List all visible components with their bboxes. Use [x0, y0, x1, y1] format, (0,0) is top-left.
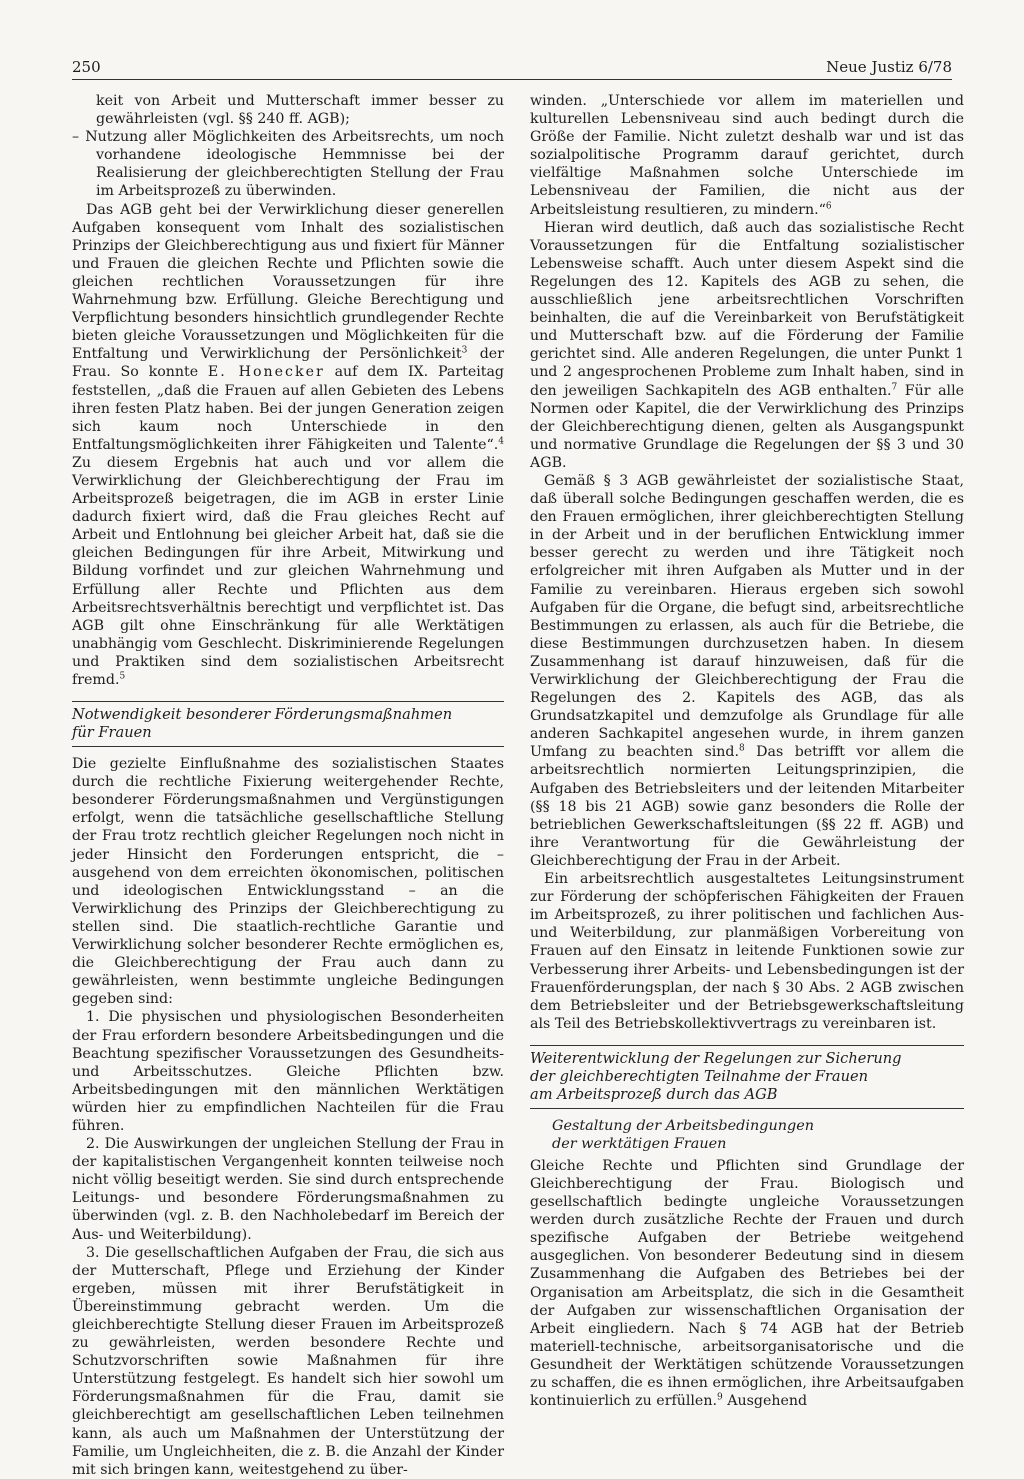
section-heading: Weiterentwicklung der Regelungen zur Sicherung der gleichberechtigten Teilnahme der Frauen am Arbeitsprozeß durch das AGB	[530, 1045, 964, 1109]
page-header	[72, 54, 952, 80]
paragraph: Das AGB geht bei der Verwirklichung dieser generellen Aufgaben konsequent vom Inhalt des sozialistischen Prinzips der Gleichberechtigung aus und fixiert für Männer und Frauen die gleichen Rechte und Pflichten sowie die gleichen rechtlichen Voraussetzungen für ihre Wahrnehmung bzw. Erfüllung. Gleiche Berechtigung und Verpflichtung besonders hinsichtlich grundlegender Rechte bieten gleiche Voraussetzungen und Möglichkeiten für die Entfaltung und Verwirklichung der Persönlichkeit$^3$ der Frau. So konnte E. Honecker auf dem IX. Parteitag feststellen, „daß die Frauen auf allen Gebieten des Lebens ihren festen Platz haben. Bei der jungen Generation zeigen sich kaum noch Unterschiede in den Entfaltungsmöglichkeiten ihrer Fähigkeiten und Talente“.$^4$ Zu diesem Ergebnis hat auch und vor allem die Verwirklichung der Gleichberechtigung der Frau im Arbeitsprozeß beigetragen, die im AGB in erster Linie dadurch fixiert wird, daß die Frau gleiches Recht auf Arbeit und Entlohnung bei gleicher Arbeit hat, daß sie die gleichen Bedingungen für ihre Arbeit, Mitwirkung und Bildung vorfindet und zur gleichen Wahrnehmung und Erfüllung aller Rechte und Pflichten aus dem Arbeitsrechtsverhältnis berechtigt und verpflichtet ist. Das AGB gilt ohne Einschränkung für alle Werktätigen unabhängig vom Geschlecht. Diskriminierende Regelungen und Praktiken sind dem sozialistischen Arbeitsrecht fremd.$^5$	[72, 201, 504, 688]
paragraph: Gleiche Rechte und Pflichten sind Grundlage der Gleichberechtigung der Frau. Biologisch und gesellschaftlich bedingte ungleiche Voraussetzungen werden durch zusätzliche Rechte der Frauen und durch spezifische Aufgaben der Betriebe weitgehend ausgeglichen. Von besonderer Bedeutung sind in diesem Zusammenhang die Aufgaben des Betriebes bei der Organisation am Arbeitsplatz, die sich in die Gesamtheit der Aufgaben zur wissenschaftlichen Organisation der Arbeit eingliedern. Nach § 74 AGB hat der Betrieb materiell-technische, arbeitsorganisatorische und die Gesundheit der Werktätigen schützende Voraussetzungen zu schaffen, die es ihnen ermöglichen, ihre Arbeitsaufgaben kontinuierlich zu erfüllen.$^9$ Ausgehend	[530, 1157, 964, 1410]
footnote-ref: 3	[461, 345, 468, 356]
page-number: 250	[72, 58, 101, 76]
journal-issue: Neue Justiz 6/78	[826, 58, 952, 76]
person-name: E. Honecker	[207, 364, 325, 381]
footnote-ref: 6	[825, 200, 832, 211]
paragraph: 3. Die gesellschaftlichen Aufgaben der Frau, die sich aus der Mutterschaft, Pflege und Erziehung der Kinder ergeben, müssen mit ihrer Berufstätigkeit in Übereinstimmung gebracht werden. Um die gleichberechtigte Stellung dieser Frauen im Arbeitsprozeß zu gewährleisten, werden besondere Rechte und Schutzvorschriften sowie Maßnahmen für ihre Unterstützung festgelegt. Es handelt sich hier sowohl um Förderungsmaßnahmen für die Frau, damit sie gleichberechtigt am gesellschaftlichen Leben teilnehmen kann, als auch um Maßnahmen der Unterstützung der Familie, um Ungleichheiten, die z. B. die Anzahl der Kinder mit sich bringen kann, weitestgehend zu über-	[72, 1244, 504, 1478]
paragraph: Die gezielte Einflußnahme des sozialistischen Staates durch die rechtliche Fixierung weitergehender Rechte, besonderer Förderungsmaßnahmen und Vergünstigungen erfolgt, wenn die tatsächliche gesellschaftliche Stellung der Frau trotz rechtlich gleicher Regelungen noch nicht in jeder Hinsicht den Forderungen entspricht, die – ausgehend von dem erreichten ökonomischen, politischen und ideologischen Entwicklungsstand – an die Verwirklichung des Prinzips der Gleichberechtigung zu stellen sind. Die staatlich-rechtliche Garantie und Verwirklichung solcher besonderer Rechte ermöglichen es, die Gleichberechtigung der Frau auch dann zu gewährleisten, wenn bestimmte ungleiche Bedingungen gegeben sind:	[72, 756, 504, 1008]
section-heading: Notwendigkeit besonderer Förderungsmaßnahmen für Frauen	[72, 701, 504, 747]
footnote-ref: 5	[119, 671, 126, 682]
paragraph: winden. „Unterschiede vor allem im materiellen und kulturellen Lebensniveau sind auch bedingt durch die Größe der Familie. Nicht zuletzt deshalb war und ist das sozialpolitische Programm darauf gerichtet, durch vielfältige Maßnahmen solche Unterschiede im Lebensniveau der Familien, die nicht aus der Arbeitsleistung resultieren, zu mindern.“$^6$	[530, 93, 964, 218]
paragraph: keit von Arbeit und Mutterschaft immer besser zu gewährleisten (vgl. §§ 240 ff. AGB);	[96, 93, 504, 128]
footnote-ref: 8	[739, 743, 745, 754]
paragraph: Ein arbeitsrechtlich ausgestaltetes Leitungsinstrument zur Förderung der schöpferischen Fähigkeiten der Frauen im Arbeitsprozeß, zu ihrer politischen und fachlichen Aus- und Weiterbildung, zur planmäßigen Vorbereitung von Frauen auf den Einsatz in leitende Funktionen sowie zur Verbesserung ihrer Arbeits- und Lebensbedingungen ist der Frauenförderungsplan, der nach § 30 Abs. 2 AGB zwischen dem Betriebsleiter und der Betriebsgewerkschaftsleitung als Teil des Betriebskollektivvertrags zu vereinbaren ist.	[530, 871, 964, 1032]
list-item: – Nutzung aller Möglichkeiten des Arbeitsrechts, um noch vorhandene ideologische Hemmnisse bei der Realisierung der gleichberechtigten Stellung der Frau im Arbeitsprozeß zu überwinden.	[72, 129, 504, 200]
footnote-ref: 4	[498, 436, 504, 447]
paragraph: Gemäß § 3 AGB gewährleistet der sozialistische Staat, daß überall solche Bedingungen geschaffen werden, die es den Frauen ermöglichen, ihrer gleichberechtigten Stellung in der Arbeit und in der beruflichen Entwicklung immer besser gerecht zu werden und ihre Tätigkeit noch erfolgreicher mit ihren Aufgaben als Mutter und in der Familie zu vereinbaren. Hieraus ergeben sich sowohl Aufgaben für die Organe, die befugt sind, arbeitsrechtliche Bestimmungen zu erlassen, als auch für die Betriebe, die diese Bestimmungen durchzusetzen haben. In diesem Zusammenhang ist darauf hinzuweisen, daß für die Verwirklichung der Gleichberechtigung der Frau die Regelungen des 2. Kapitels des AGB, das als Grundsatzkapitel und demzufolge als Grundlage für alle anderen Sachkapitel angesehen wurde, in ihrem ganzen Umfang zu beachten sind.$^8$ Das betrifft vor allem die arbeitsrechtlich normierten Leitungsprinzipien, die Aufgaben des Betriebsleiters und der leitenden Mitarbeiter (§§ 18 bis 21 AGB) sowie ganz besonders die Rolle der betrieblichen Gewerkschaftsleitungen (§§ 22 ff. AGB) und ihre Verantwortung für die Gewährleistung der Gleichberechtigung der Frau in der Arbeit.	[530, 472, 964, 869]
footnote-ref: 9	[716, 1392, 723, 1403]
paragraph: 1. Die physischen und physiologischen Besonderheiten der Frau erfordern besondere Arbeitsbedingungen und die Beachtung spezifischer Voraussetzungen des Gesundheits- und Arbeitsschutzes. Gleiche Pflichten bzw. Arbeitsbedingungen mit den männlichen Werktätigen würden hier zu empfindlichen Nachteilen für die Frau führen.	[72, 1009, 504, 1134]
footnote-ref: 7	[891, 381, 898, 392]
paragraph: Hieran wird deutlich, daß auch das sozialistische Recht Voraussetzungen für die Entfaltung sozialistischer Lebensweise schafft. Auch unter diesem Aspekt sind die Regelungen des 12. Kapitels des AGB zu sehen, die ausschließlich jene arbeitsrechtlichen Vorschriften beinhalten, die auf die Vereinbarkeit von Berufstätigkeit und Mutterschaft bzw. auf die Förderung der Familie gerichtet sind. Alle anderen Regelungen, die unter Punkt 1 und 2 angesprochenen Probleme zum Inhalt haben, sind in den jeweiligen Sachkapiteln des AGB enthalten.$^7$ Für alle Normen oder Kapitel, die der Verwirklichung des Prinzips der Gleichberechtigung dienen, gelten als Ausgangspunkt und normative Grundlage die Regelungen der §§ 3 und 30 AGB.	[530, 219, 964, 471]
subsection-heading: Gestaltung der Arbeitsbedingungen der werktätigen Frauen	[552, 1117, 814, 1152]
paragraph: 2. Die Auswirkungen der ungleichen Stellung der Frau in der kapitalistischen Vergangenheit konnten teilweise noch nicht völlig beseitigt werden. Sie sind durch entsprechende Leitungs- und besondere Förderungsmaßnahmen zu überwinden (vgl. z. B. den Nachholebedarf im Bereich der Aus- und Weiterbildung).	[72, 1136, 504, 1243]
right-column	[530, 92, 964, 1410]
left-column	[72, 92, 504, 1478]
